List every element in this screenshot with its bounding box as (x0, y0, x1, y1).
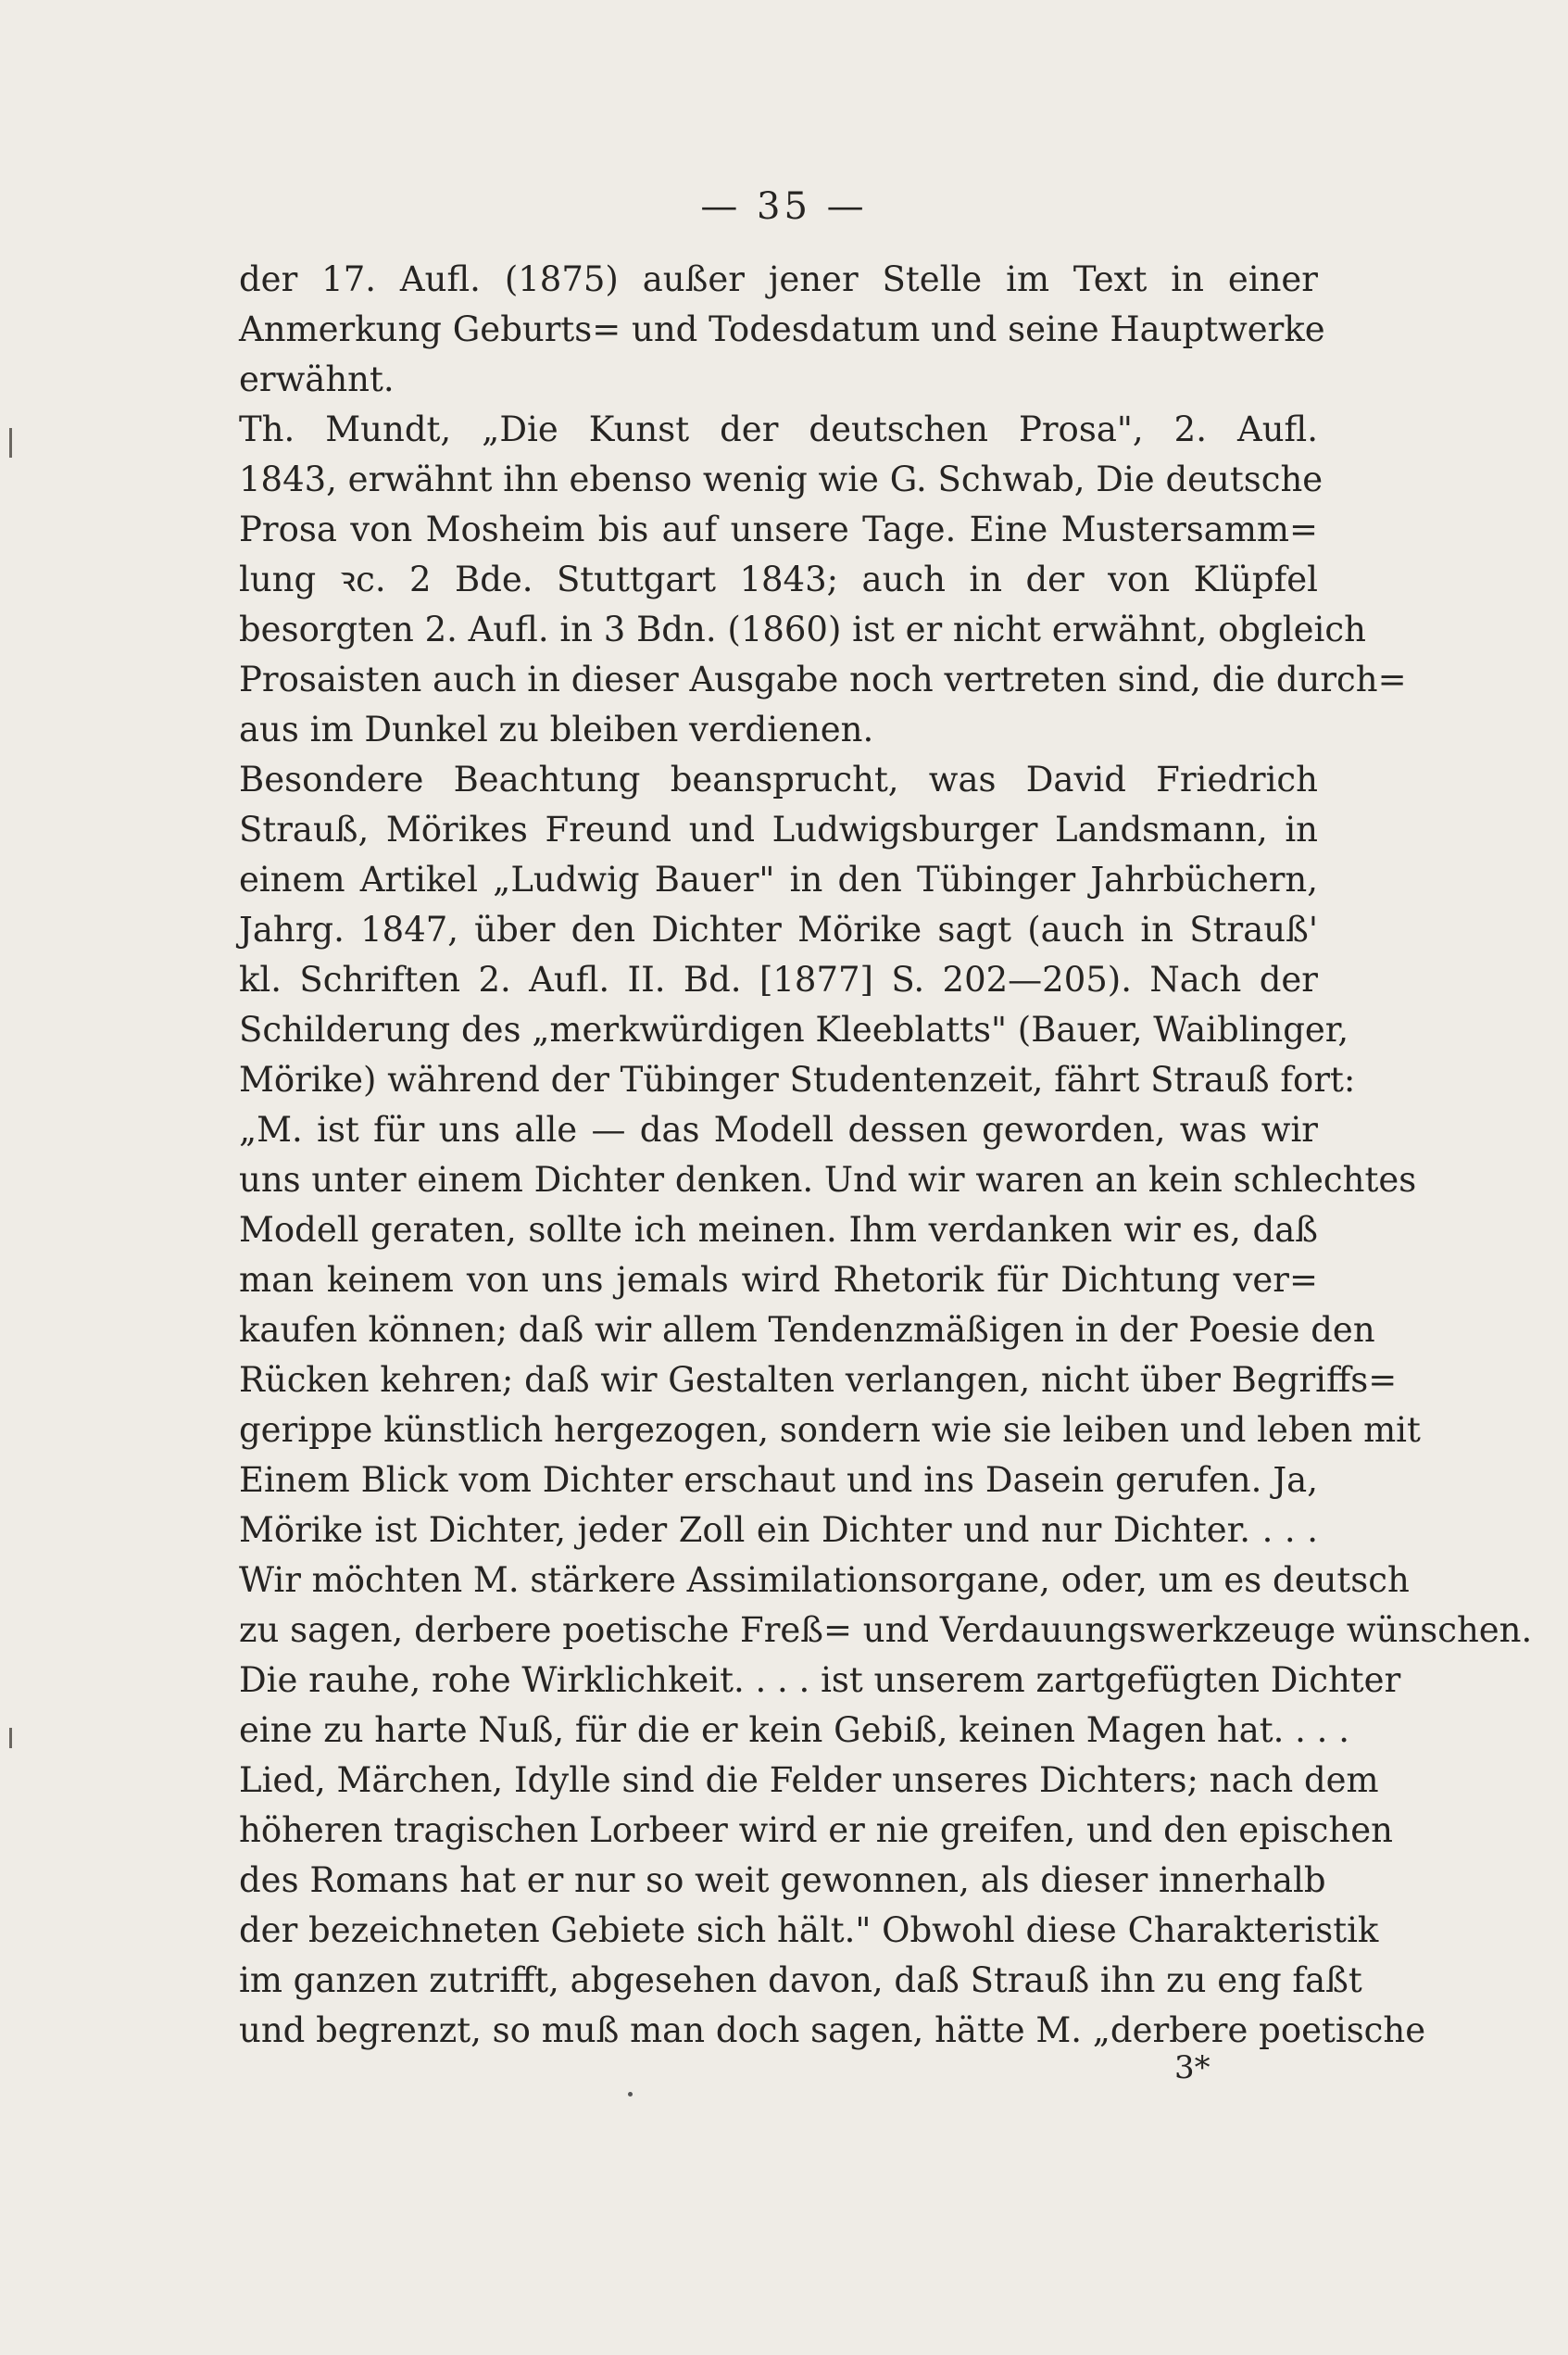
text-line: eine zu harte Nuß, für die er kein Gebiß, keinen Magen hat. . . . (239, 1710, 1349, 1750)
text-line: Mörike) während der Tübinger Studentenzeit, fährt Strauß fort: (239, 1060, 1356, 1100)
text-line: Prosaisten auch in dieser Ausgabe noch vertreten sind, die durch= (239, 660, 1407, 699)
text-line: der 17. Aufl. (1875) außer jener Stelle im Text in einer (239, 259, 1318, 299)
text-line: und begrenzt, so muß man doch sagen, hätte M. „derbere poetische (239, 2010, 1426, 2050)
text-line: Th. Mundt, „Die Kunst der deutschen Prosa", 2. Aufl. (239, 409, 1318, 449)
text-line: kl. Schriften 2. Aufl. II. Bd. [1877] S. 202—205). Nach der (239, 960, 1318, 1000)
text-line: man keinem von uns jemals wird Rhetorik für Dichtung ver= (239, 1260, 1318, 1300)
text-line: des Romans hat er nur so weit gewonnen, als dieser innerhalb (239, 1860, 1326, 1900)
text-line: Lied, Märchen, Idylle sind die Felder unseres Dichters; nach dem (239, 1760, 1379, 1800)
body-text (239, 255, 1533, 2056)
signature-mark: 3* (1174, 2049, 1210, 2086)
text-line: Modell geraten, sollte ich meinen. Ihm verdanken wir es, daß (239, 1210, 1318, 1250)
margin-mark (9, 1728, 12, 1748)
paper-speck (628, 2092, 633, 2097)
text-line: im ganzen zutrifft, abgesehen davon, daß Strauß ihn zu eng faßt (239, 1960, 1362, 2000)
text-line: Die rauhe, rohe Wirklichkeit. . . . ist unserem zartgefügten Dichter (239, 1660, 1401, 1700)
text-line: Strauß, Mörikes Freund und Ludwigsburger Landsmann, in (239, 810, 1318, 850)
text-line: Einem Blick vom Dichter erschaut und ins Dasein gerufen. Ja, (239, 1460, 1318, 1500)
text-line: Besondere Beachtung beansprucht, was David Friedrich (239, 760, 1318, 800)
text-line: der bezeichneten Gebiete sich hält." Obwohl diese Charakteristik (239, 1910, 1379, 1950)
text-line: aus im Dunkel zu bleiben verdienen. (239, 710, 874, 749)
text-line: erwähnt. (239, 359, 395, 399)
text-line: „M. ist für uns alle — das Modell dessen geworden, was wir (239, 1110, 1318, 1150)
text-line: zu sagen, derbere poetische Freß= und Verdauungswerkzeuge wünschen. (239, 1610, 1533, 1650)
text-line: Prosa von Mosheim bis auf unsere Tage. Eine Mustersamm= (239, 510, 1318, 549)
text-line: uns unter einem Dichter denken. Und wir waren an kein schlechtes (239, 1160, 1417, 1200)
text-line: Mörike ist Dichter, jeder Zoll ein Dichter und nur Dichter. . . . (239, 1510, 1318, 1550)
text-line: Wir möchten M. stärkere Assimilationsorgane, oder, um es deutsch (239, 1560, 1410, 1600)
margin-mark (9, 428, 12, 458)
text-line: gerippe künstlich hergezogen, sondern wie sie leiben und leben mit (239, 1410, 1421, 1450)
text-line: besorgten 2. Aufl. in 3 Bdn. (1860) ist er nicht erwähnt, obgleich (239, 610, 1366, 649)
text-line: Jahrg. 1847, über den Dichter Mörike sagt (auch in Strauß' (239, 910, 1318, 950)
text-line: 1843, erwähnt ihn ebenso wenig wie G. Schwab, Die deutsche (239, 460, 1323, 499)
text-line: einem Artikel „Ludwig Bauer" in den Tübinger Jahrbüchern, (239, 860, 1318, 900)
text-line: Anmerkung Geburts= und Todesdatum und seine Hauptwerke (239, 309, 1325, 349)
text-line: Rücken kehren; daß wir Gestalten verlangen, nicht über Begriffs= (239, 1360, 1398, 1400)
page-number: — 35 — (700, 185, 868, 228)
text-line: kaufen können; daß wir allem Tendenzmäßigen in der Poesie den (239, 1310, 1375, 1350)
text-line: Schilderung des „merkwürdigen Kleeblatts" (Bauer, Waiblinger, (239, 1010, 1349, 1050)
text-line: höheren tragischen Lorbeer wird er nie greifen, und den epischen (239, 1810, 1393, 1850)
text-line: lung ꝛc. 2 Bde. Stuttgart 1843; auch in der von Klüpfel (239, 560, 1318, 599)
